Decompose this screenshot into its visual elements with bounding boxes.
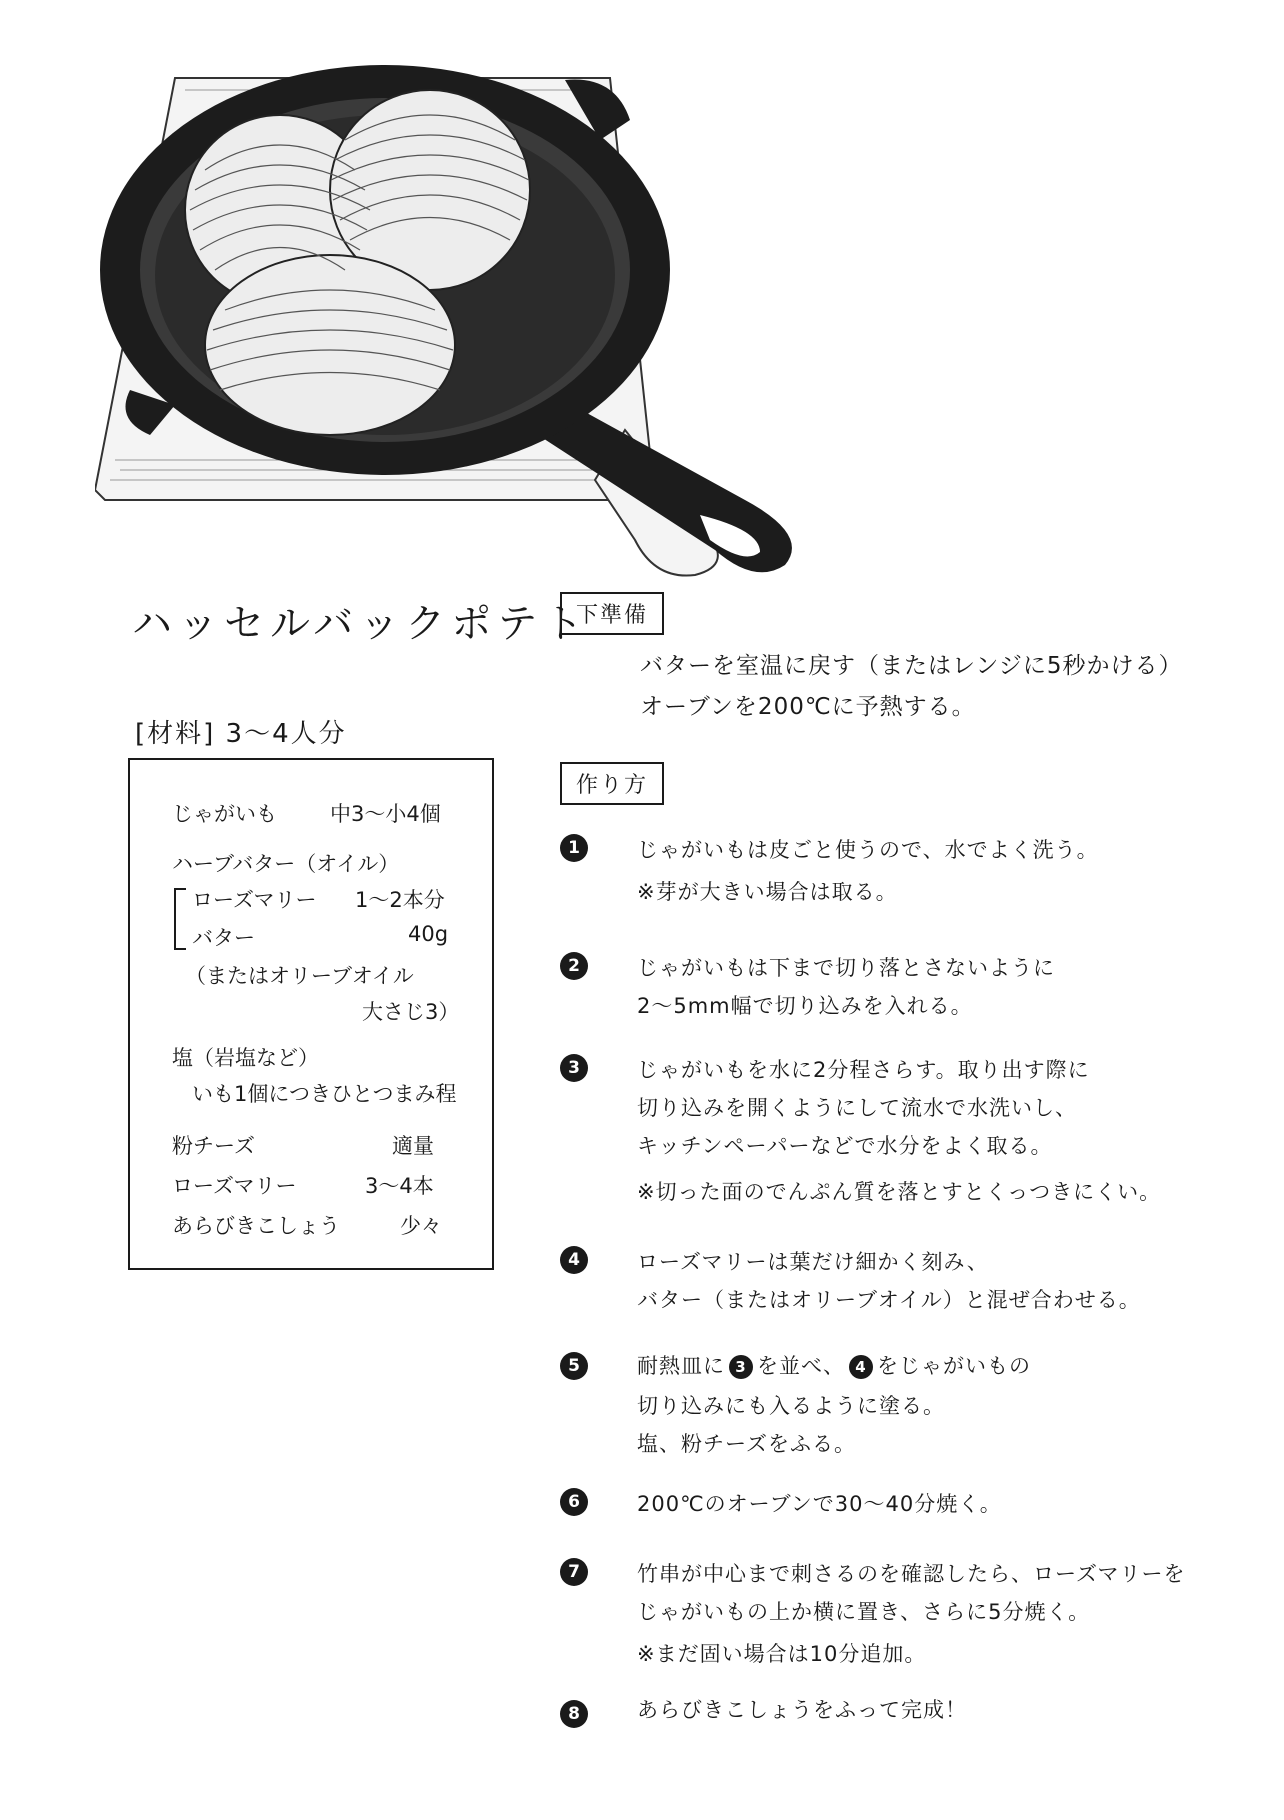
ingredient-amount: 適量 [392,1134,434,1158]
step-number: 3 [560,1054,588,1082]
step-text: 切り込みにも入るように塗る。 [637,1394,945,1418]
skillet-illustration [95,60,855,580]
ingredient-amount: 1～2本分 [355,888,445,912]
step-number: 1 [560,834,588,862]
ingredient-note: （またはオリーブオイル [185,964,414,988]
ingredient-amount: 中3～小4個 [330,802,441,826]
step-text: 2～5mm幅で切り込みを入れる。 [637,994,973,1018]
ingredient-name: バター [192,926,255,950]
step-number: 6 [560,1488,588,1516]
step-text: じゃがいもは皮ごと使うので、水でよく洗う。 [637,838,1099,862]
servings: [材料] 3～4人分 [135,719,347,749]
ingredient-name: ローズマリー [172,1174,297,1198]
prep-line: オーブンを200℃に予熱する。 [640,694,976,720]
method-label: 作り方 [560,762,664,805]
step-text [637,1350,1031,1380]
ingredient-amount: 少々 [400,1214,442,1238]
ingredient-name: じゃがいも [172,802,277,826]
step-text: 切り込みを開くようにして流水で水洗いし、 [637,1096,1077,1120]
step-note: ※切った面のでんぷん質を落とすとくっつきにくい。 [637,1180,1162,1204]
ingredient-name: ローズマリー [192,888,317,912]
step-note: ※芽が大きい場合は取る。 [637,880,898,904]
bracket [174,888,186,950]
step-text: じゃがいもは下まで切り落とさないように [637,956,1055,980]
ingredient-name: あらびきこしょう [172,1214,340,1238]
ingredient-group: ハーブバター（オイル） [172,852,400,876]
step-text: 竹串が中心まで刺さるのを確認したら、ローズマリーを [637,1562,1186,1586]
prep-label: 下準備 [560,592,664,635]
ingredient-name: 塩（岩塩など） [172,1046,319,1070]
step-number: 7 [560,1558,588,1586]
step-text-part: をじゃがいもの [877,1354,1031,1378]
recipe-title: ハッセルバックポテト [132,601,590,647]
step-note: ※まだ固い場合は10分追加。 [637,1642,927,1666]
step-text: じゃがいもを水に2分程さらす。取り出す際に [637,1058,1090,1082]
ingredient-name: 粉チーズ [172,1134,255,1158]
ingredients-box [128,758,494,1270]
step-text: ローズマリーは葉だけ細かく刻み、 [637,1250,989,1274]
step-ref-badge: 3 [729,1355,753,1379]
step-text-part: 耐熱皿に [637,1354,725,1378]
step-text: 塩、粉チーズをふる。 [637,1432,856,1456]
step-text-part: を並べ、 [757,1354,845,1378]
ingredient-amount: 3～4本 [365,1174,434,1198]
step-text: じゃがいもの上か横に置き、さらに5分焼く。 [637,1600,1091,1624]
step-text: キッチンペーパーなどで水分をよく取る。 [637,1134,1053,1158]
ingredient-note: 大さじ3） [362,1000,460,1024]
step-number: 5 [560,1352,588,1380]
step-number: 2 [560,952,588,980]
step-text: あらびきこしょうをふって完成！ [637,1698,967,1722]
ingredient-amount: 40g [408,922,449,946]
step-number: 4 [560,1246,588,1274]
step-ref-badge: 4 [849,1355,873,1379]
step-text: 200℃のオーブンで30～40分焼く。 [637,1492,1002,1516]
step-number: 8 [560,1700,588,1728]
ingredient-note: いも1個につきひとつまみ程 [192,1082,457,1106]
prep-line: バターを室温に戻す（またはレンジに5秒かける） [640,653,1183,679]
step-text: バター（またはオリーブオイル）と混ぜ合わせる。 [637,1288,1141,1312]
